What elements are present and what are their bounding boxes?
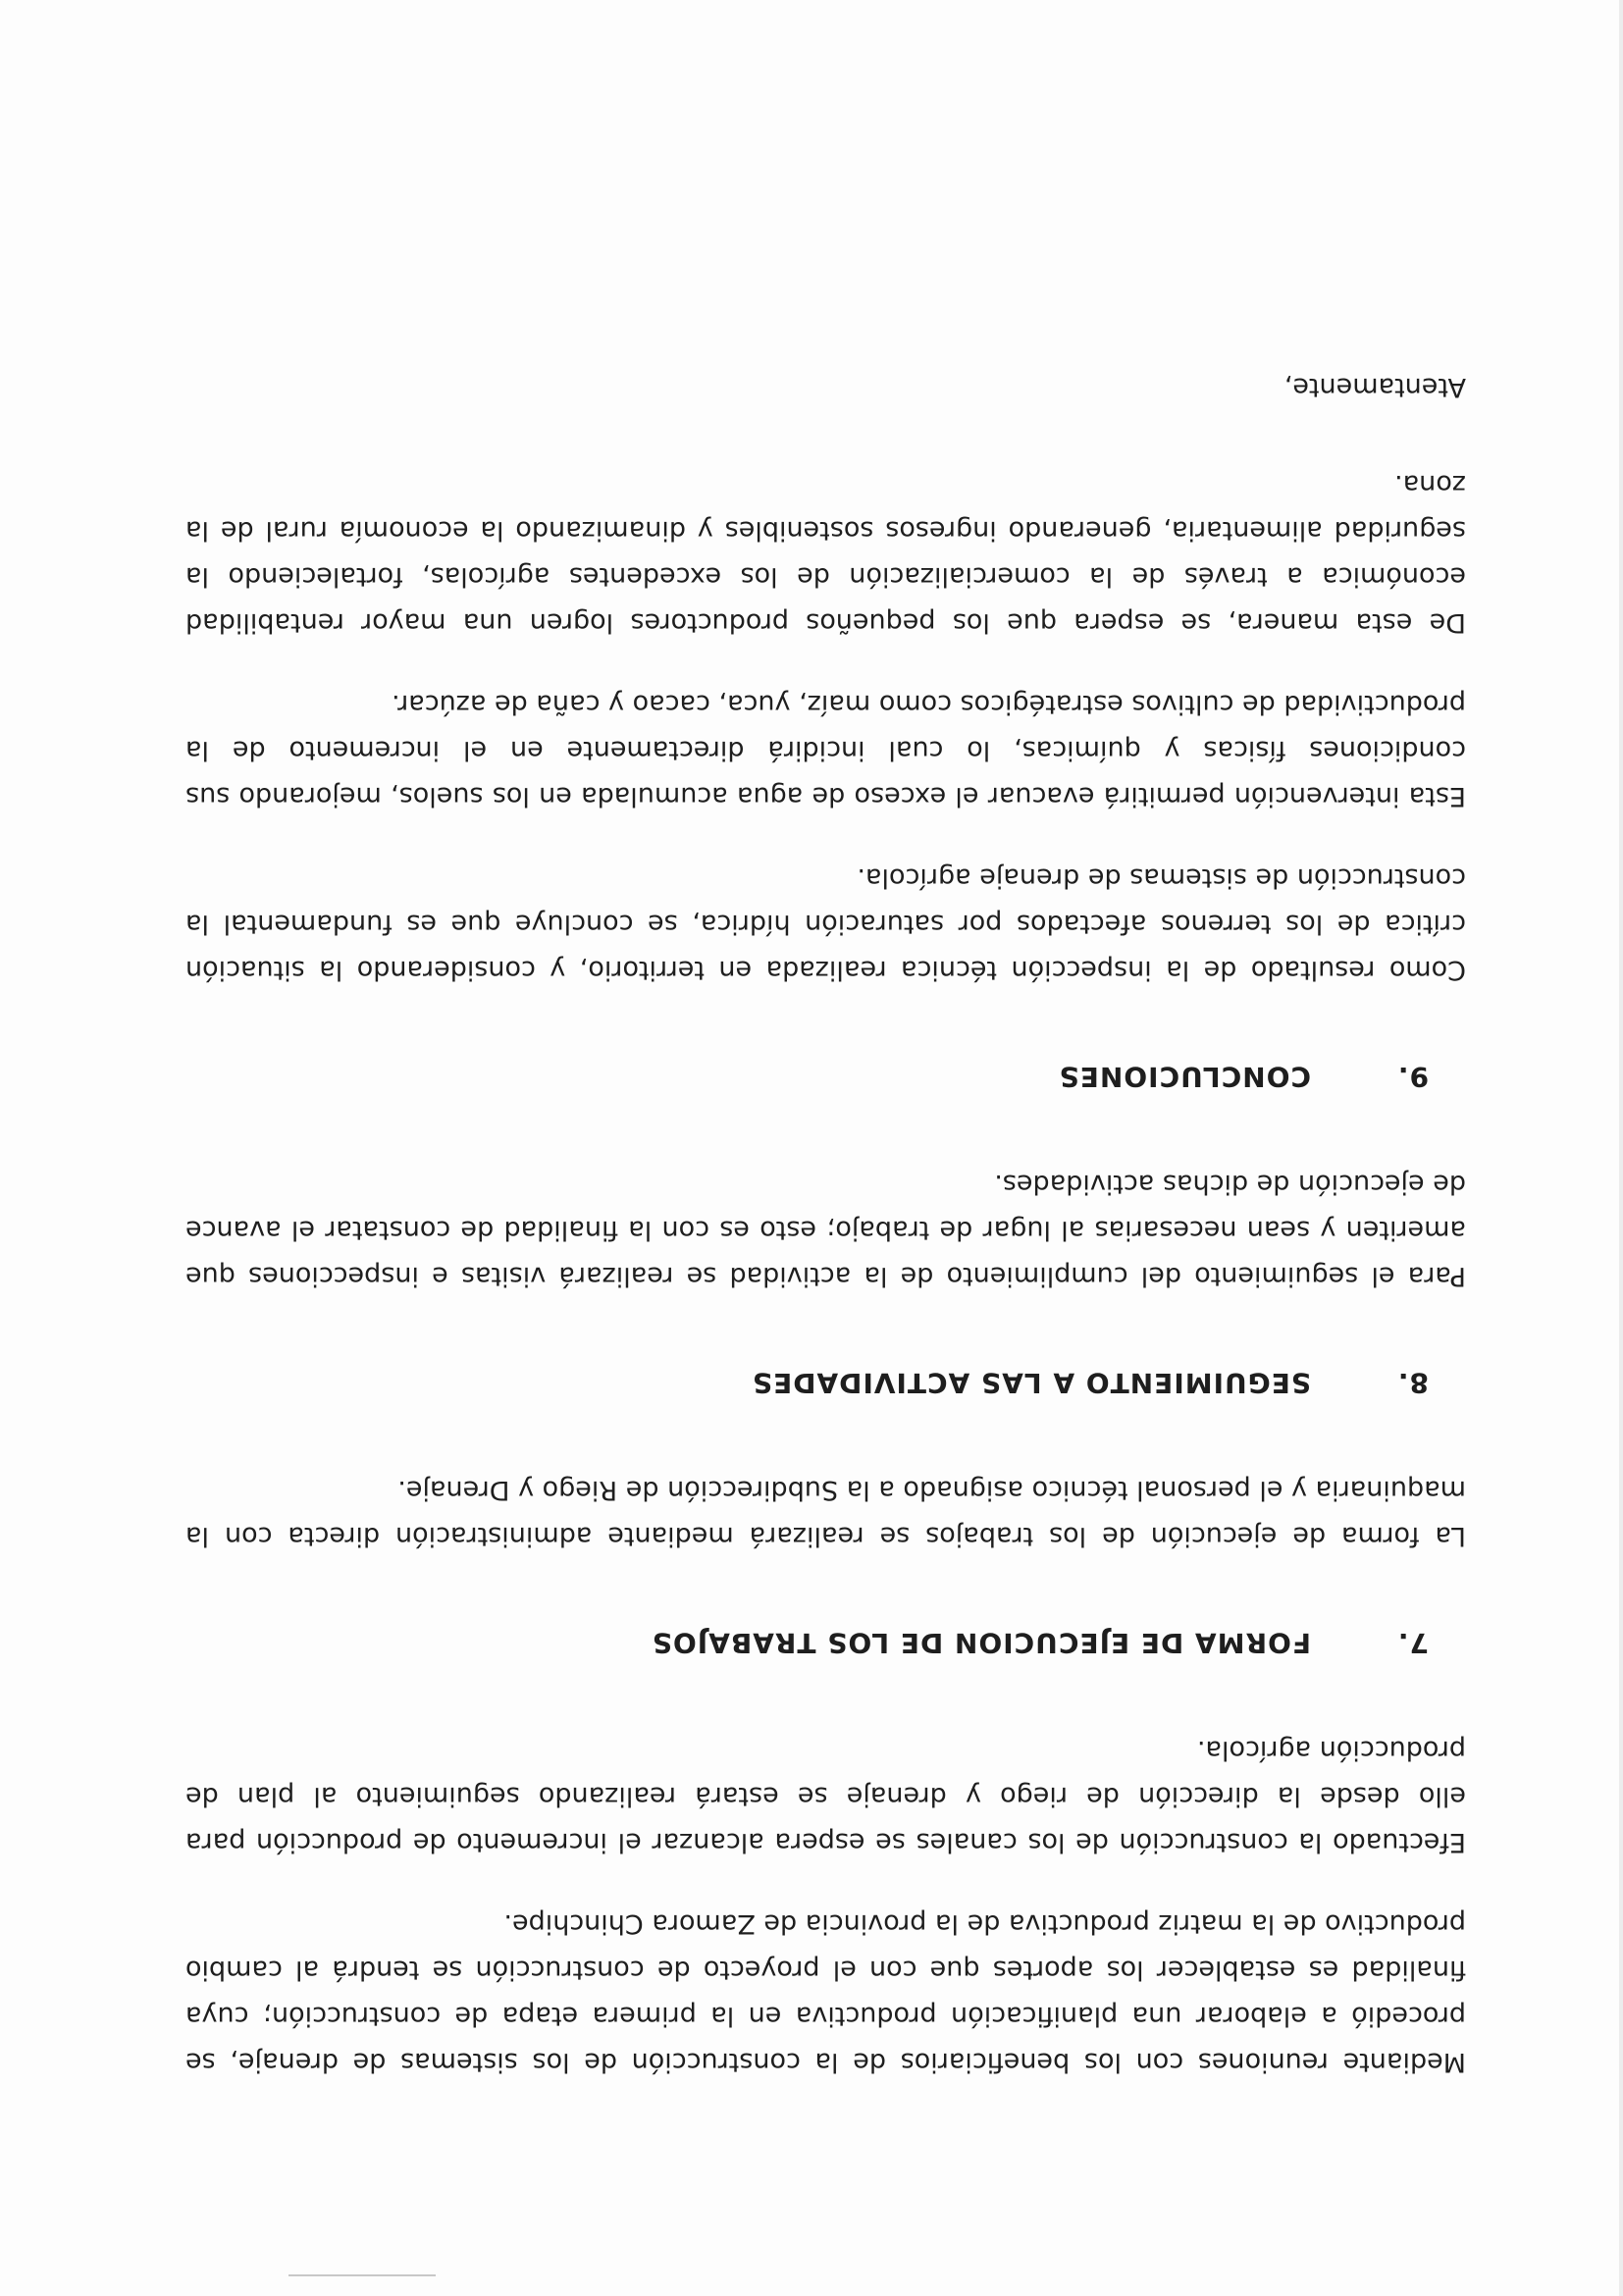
section-number: 7.: [1396, 1627, 1429, 1659]
scan-artifact-line: [288, 2274, 436, 2276]
paragraph-planificacion: Mediante reuniones con los beneficiarios de la construcción de los sistemas de drenaje, se procedió a elaborar una planificación productiva en la primera etapa de construcción; cuya finalidad es establecer los aportes que con el proyecto de construcción se tendrá al cambio productivo de la matriz productiva de la provincia de Zamora Chinchipe.: [185, 1908, 1466, 2077]
paragraph-incremento-produccion: Efectuado la construcción de los canales se espera alcanzar el incremento de producción para ello desde la dirección de riego y drenaje se estará realizando seguimiento al plan de producción agrícola.: [185, 1735, 1466, 1857]
paragraph-seguimiento: Para el seguimiento del cumplimiento de la actividad se realizará visitas e inspecciones que ameriten y sean necesarias al lugar de trabajo; esto es con la finalidad de constatar el avance de ejecución de dichas actividades.: [185, 1169, 1466, 1291]
paragraph-forma-ejecucion: La forma de ejecución de los trabajos se realizará mediante administración directa con la maquinaria y el personal técnico asignado a la Subdirección de Riego y Drenaje.: [185, 1475, 1466, 1551]
section-heading-7: [185, 1620, 1466, 1666]
section-number: 9.: [1396, 1061, 1429, 1093]
section-title: FORMA DE EJECUCION DE LOS TRABAJOS: [651, 1627, 1311, 1659]
section-title: SEGUIMIENTO A LAS ACTIVIDADES: [751, 1367, 1311, 1399]
section-heading-9: [185, 1054, 1466, 1100]
section-heading-8: [185, 1360, 1466, 1406]
section-number: 8.: [1396, 1367, 1429, 1399]
closing-salutation: Atentamente,: [1283, 372, 1466, 402]
section-title: CONCLUCIONES: [1058, 1061, 1311, 1093]
page-content: [185, 329, 1466, 2085]
paragraph-intervencion: Esta intervención permitirá evacuar el exceso de agua acumulada en los suelos, mejorando sus condiciones físicas y químicas, lo cual incidirá directamente en el incremento de la productividad de cultivos estratégicos como maíz, yuca, cacao y caña de azúcar.: [185, 689, 1466, 811]
paragraph-resultado-inspeccion: Como resultado de la inspección técnica realizada en territorio, y considerando la situación crítica de los terrenos afectados por saturación hídrica, se concluye que es fundamental la construcción de sistemas de drenaje agrícola.: [185, 862, 1466, 985]
paragraph-rentabilidad: De esta manera, se espera que los pequeños productores logren una mayor rentabilidad económica a través de la comercialización de los excedentes agrícolas, fortaleciendo la seguridad alimentaria, generando ingresos sostenibles y dinamizando la economía rural de la zona.: [185, 469, 1466, 638]
scan-edge-shadow: [1619, 0, 1623, 2296]
